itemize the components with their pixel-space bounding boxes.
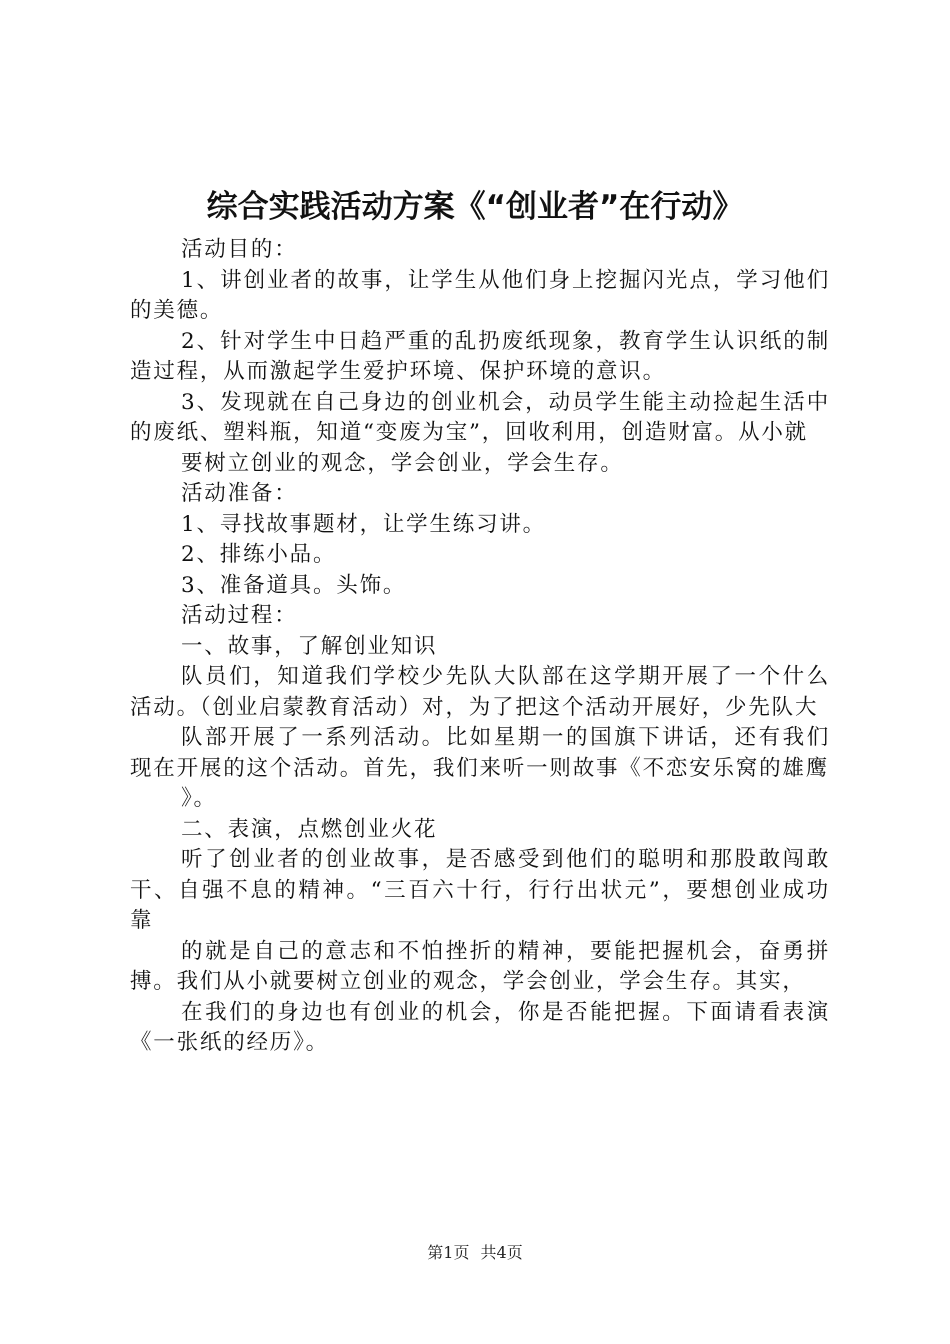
paragraph: 1、寻找故事题材，让学生练习讲。 [181,511,546,537]
paragraph: 》。 [181,786,217,811]
document-title: 综合实践活动方案《“创业者”在行动》 [206,189,744,225]
paragraph-section-heading-prep: 活动准备： [181,481,298,506]
paragraph: 3、发现就在自己身边的创业机会，动员学生能主动捡起生活中的废纸、塑料瓶，知道“变废为宝”，回收利用，创造财富。从小就 [130,389,830,445]
page-number: 第1页 [427,1243,470,1262]
paragraph: 2、排练小品。 [181,542,337,567]
paragraph-section-heading-process: 活动过程： [181,603,298,628]
page-total: 共4页 [480,1243,523,1262]
paragraph: 的就是自己的意志和不怕挫折的精神，要能把握机会，奋勇拼搏。我们从小就要树立创业的观念，学会创业，学会生存。其实， [130,938,830,994]
paragraph: 要树立创业的观念，学会创业，学会生存。 [181,450,624,476]
paragraph-subheading: 一、故事，了解创业知识 [181,633,438,659]
paragraph: 1、讲创业者的故事，让学生从他们身上挖掘闪光点，学习他们的美德。 [130,267,830,323]
paragraph: 3、准备道具。头饰。 [181,572,407,598]
paragraph: 听了创业者的创业故事，是否感受到他们的聪明和那股敢闯敢干、自强不息的精神。“三百六十行，行行出状元”，要想创业成功靠 [130,847,830,933]
paragraph: 在我们的身边也有创业的机会，你是否能把握。下面请看表演《一张纸的经历》。 [130,999,830,1055]
document-body [130,235,830,1059]
paragraph-section-heading-goal: 活动目的： [181,237,298,262]
page-footer [0,1241,950,1265]
paragraph: 队员们，知道我们学校少先队大队部在这学期开展了一个什么活动。（创业启蒙教育活动）对，为了把这个活动开展好，少先队大 [130,664,830,720]
paragraph-subheading: 二、表演，点燃创业火花 [181,816,438,842]
paragraph: 2、针对学生中日趋严重的乱扔废纸现象，教育学生认识纸的制造过程，从而激起学生爱护环境、保护环境的意识。 [130,328,830,384]
paragraph: 队部开展了一系列活动。比如星期一的国旗下讲话，还有我们现在开展的这个活动。首先，我们来听一则故事《不恋安乐窝的雄鹰 [130,725,830,781]
